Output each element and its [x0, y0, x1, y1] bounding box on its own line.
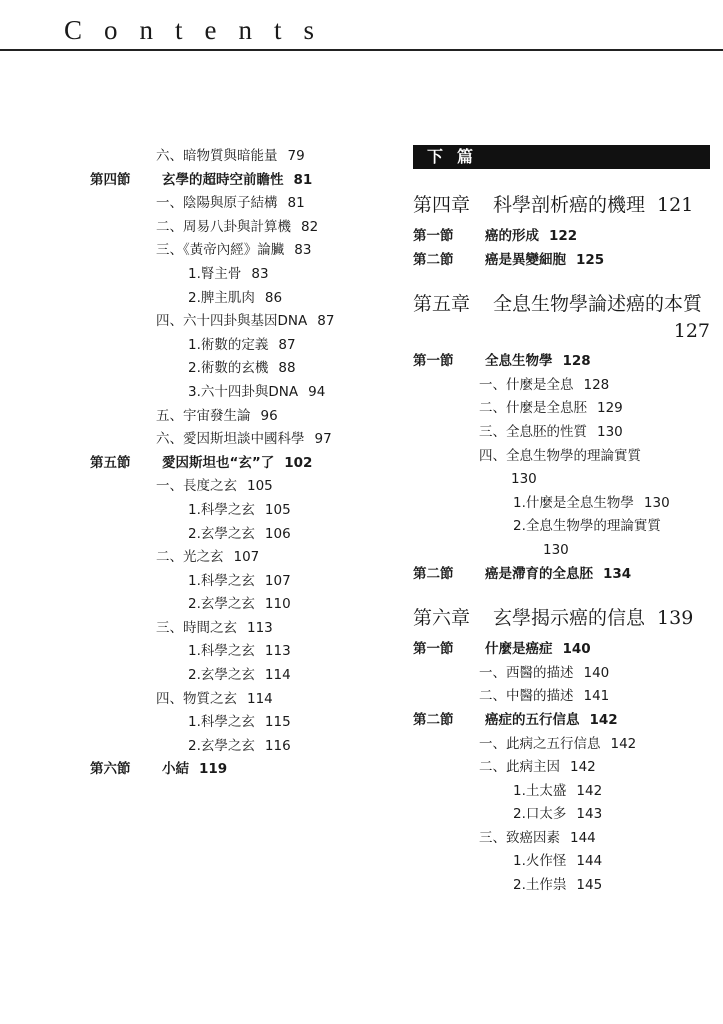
entry-title: 1.土太盛 — [513, 782, 567, 799]
toc-section-5[interactable] — [90, 452, 390, 476]
page-number: 88 — [278, 360, 296, 377]
page-number: 144 — [570, 829, 596, 846]
toc-entry[interactable] — [90, 192, 390, 216]
toc-entry[interactable] — [413, 445, 710, 469]
page-number: 130 — [597, 423, 623, 440]
page-number: 121 — [657, 194, 694, 216]
section-label: 第一節 — [413, 353, 454, 370]
page-number: 145 — [576, 877, 603, 894]
entry-title: 1.腎主骨 — [188, 265, 242, 282]
page-number: 141 — [583, 688, 610, 705]
page-number: 134 — [603, 565, 632, 582]
toc-section[interactable] — [413, 638, 710, 662]
toc-entry[interactable] — [413, 662, 710, 686]
toc-subentry[interactable] — [90, 357, 390, 381]
toc-subentry[interactable] — [90, 334, 390, 358]
page-number: 140 — [583, 664, 610, 681]
page-number: 142 — [570, 759, 596, 776]
page-number: 107 — [233, 549, 260, 566]
toc-subentry[interactable] — [90, 735, 390, 759]
part-heading: 下篇 — [413, 145, 710, 169]
page-number: 142 — [589, 711, 618, 728]
toc-subentry[interactable] — [413, 515, 710, 539]
page-number: 142 — [576, 782, 603, 799]
toc-chapter-4[interactable] — [413, 191, 710, 219]
toc-entry[interactable] — [413, 827, 710, 851]
page-number: 97 — [314, 431, 332, 448]
page-number: 87 — [317, 313, 335, 330]
entry-title: 二、中醫的描述 — [479, 688, 574, 705]
page-number: 125 — [576, 251, 605, 268]
entry-title: 一、什麼是全息 — [479, 376, 574, 393]
entry-title: 一、長度之玄 — [156, 478, 237, 495]
page-number: 116 — [264, 737, 291, 754]
entry-title: 一、此病之五行信息 — [479, 735, 601, 752]
toc-entry[interactable] — [413, 421, 710, 445]
entry-title: 1.什麼是全息生物學 — [513, 494, 634, 511]
page-number: 82 — [301, 218, 319, 235]
page-number: 139 — [657, 607, 694, 630]
page-number: 142 — [610, 735, 637, 752]
entry-title: 三、《黃帝內經》論臟 — [156, 242, 285, 259]
section-title: 癌是異變細胞 — [485, 251, 566, 268]
toc-entry[interactable] — [413, 397, 710, 421]
toc-subentry[interactable] — [90, 640, 390, 664]
page-number: 114 — [264, 667, 291, 684]
section-title: 愛因斯坦也“玄”了 — [162, 454, 275, 471]
entry-title: 2.土作祟 — [513, 877, 567, 894]
entry-title: 2.玄學之玄 — [188, 596, 255, 613]
chapter-label: 第六章 — [413, 607, 471, 630]
entry-title: 四、全息生物學的理論實質 — [479, 447, 641, 464]
section-label: 第一節 — [413, 641, 454, 658]
section-title: 癌是滯育的全息胚 — [485, 565, 593, 582]
entry-title: 二、周易八卦與計算機 — [156, 218, 291, 235]
entry-title: 1.科學之玄 — [188, 572, 255, 589]
toc-subentry[interactable] — [413, 850, 710, 874]
entry-title: 三、致癌因素 — [479, 829, 560, 846]
page-number: 114 — [247, 690, 273, 707]
toc-subentry[interactable] — [413, 874, 710, 898]
toc-chapter-6[interactable] — [413, 604, 710, 632]
page-number: 81 — [287, 195, 305, 212]
page-number: 128 — [583, 376, 610, 393]
section-label: 第二節 — [413, 711, 454, 728]
chapter-title: 玄學揭示癌的信息 — [493, 607, 646, 630]
toc-subentry[interactable] — [90, 523, 390, 547]
page-number: 106 — [264, 525, 291, 542]
entry-title: 三、時間之玄 — [156, 619, 237, 636]
entry-title: 三、全息胚的性質 — [479, 423, 587, 440]
toc-section-4[interactable] — [90, 169, 390, 193]
toc-entry[interactable] — [90, 475, 390, 499]
toc-section[interactable] — [413, 563, 710, 587]
page-number: 143 — [576, 806, 603, 823]
page-number: 140 — [562, 641, 591, 658]
page-number: 130 — [643, 494, 670, 511]
page-number: 83 — [294, 242, 312, 259]
toc-entry[interactable] — [90, 239, 390, 263]
toc-entry[interactable] — [413, 685, 710, 709]
page-number: 105 — [247, 478, 273, 495]
chapter-page-number: 127 — [673, 320, 710, 343]
entry-title: 2.脾主肌肉 — [188, 289, 255, 306]
entry-title: 1.科學之玄 — [188, 714, 255, 731]
page-number: 102 — [284, 454, 313, 471]
page-number: 144 — [576, 853, 603, 870]
chapter-label: 第五章 — [413, 293, 471, 316]
entry-title: 四、物質之玄 — [156, 690, 237, 707]
toc-subentry[interactable] — [413, 492, 710, 516]
entry-title: 六、暗物質與暗能量 — [156, 148, 278, 164]
page-number: 119 — [199, 761, 228, 778]
page-number: 107 — [264, 572, 291, 589]
toc-section[interactable] — [413, 225, 710, 249]
entry-title: 2.玄學之玄 — [188, 737, 255, 754]
entry-title: 一、西醫的描述 — [479, 664, 574, 681]
toc-subentry[interactable] — [90, 664, 390, 688]
entry-title: 2.全息生物學的理論實質 — [513, 518, 661, 535]
section-title: 玄學的超時空前瞻性 — [162, 171, 284, 188]
entry-title: 二、什麼是全息胚 — [479, 400, 587, 417]
page-number: 130 — [511, 471, 537, 488]
page-number: 113 — [247, 619, 273, 636]
page-number: 128 — [562, 353, 591, 370]
section-title: 癌症的五行信息 — [485, 711, 580, 728]
entry-title: 五、宇宙發生論 — [156, 407, 251, 424]
toc-entry[interactable] — [90, 688, 390, 712]
page-number: 83 — [251, 265, 269, 282]
toc-right-column — [413, 145, 710, 898]
toc-entry[interactable] — [90, 310, 390, 334]
page-number: 113 — [264, 643, 291, 660]
page-number: 129 — [597, 400, 623, 417]
toc-left-column — [90, 145, 390, 782]
section-title: 癌的形成 — [485, 228, 539, 244]
page-number: 105 — [264, 501, 291, 518]
section-label: 第五節 — [90, 454, 131, 471]
section-label: 第六節 — [90, 761, 131, 778]
toc-entry[interactable] — [413, 756, 710, 780]
entry-title: 一、陰陽與原子結構 — [156, 195, 278, 212]
entry-title: 2.術數的玄機 — [188, 360, 269, 377]
toc-section[interactable] — [413, 709, 710, 733]
section-label: 第一節 — [413, 228, 454, 244]
toc-entry[interactable] — [413, 733, 710, 757]
section-label: 第四節 — [90, 171, 131, 188]
section-title: 什麼是癌症 — [485, 641, 553, 658]
toc-subentry[interactable] — [90, 381, 390, 405]
entry-title: 1.術數的定義 — [188, 336, 269, 353]
toc-entry[interactable] — [90, 216, 390, 240]
entry-title: 四、六十四卦與基因DNA — [156, 313, 308, 330]
section-title: 全息生物學 — [485, 353, 553, 370]
toc-subentry[interactable] — [90, 711, 390, 735]
entry-title: 六、愛因斯坦談中國科學 — [156, 431, 305, 448]
toc-subentry[interactable] — [90, 570, 390, 594]
entry-title: 2.玄學之玄 — [188, 525, 255, 542]
page-number: 94 — [308, 383, 326, 400]
page-number: 79 — [287, 148, 305, 164]
toc-entry[interactable] — [90, 428, 390, 452]
toc-section[interactable] — [413, 350, 710, 374]
toc-subentry[interactable] — [90, 593, 390, 617]
page-number: 122 — [549, 228, 578, 244]
entry-title: 1.科學之玄 — [188, 501, 255, 518]
toc-subentry[interactable] — [413, 803, 710, 827]
toc-subentry[interactable] — [90, 263, 390, 287]
entry-title: 2.口太多 — [513, 806, 567, 823]
toc-entry[interactable] — [90, 405, 390, 429]
entry-title: 3.六十四卦與DNA — [188, 383, 299, 400]
entry-title: 2.玄學之玄 — [188, 667, 255, 684]
page-number: 115 — [264, 714, 291, 731]
section-title: 小結 — [162, 761, 189, 778]
page-number: 110 — [264, 596, 291, 613]
page-number: 86 — [264, 289, 283, 306]
section-label: 第二節 — [413, 251, 454, 268]
chapter-title: 科學剖析癌的機理 — [493, 194, 646, 216]
toc-entry[interactable] — [413, 374, 710, 398]
entry-title: 二、光之玄 — [156, 549, 224, 566]
toc-subentry[interactable] — [413, 780, 710, 804]
section-label: 第二節 — [413, 565, 454, 582]
entry-title: 1.科學之玄 — [188, 643, 255, 660]
toc-entry[interactable] — [90, 145, 390, 169]
chapter-label: 第四章 — [413, 194, 471, 216]
toc-section-6[interactable] — [90, 758, 390, 782]
toc-subentry[interactable] — [90, 499, 390, 523]
page-number: 130 — [543, 541, 569, 558]
page-title: Contents — [64, 15, 337, 45]
page-number: 87 — [278, 336, 296, 353]
entry-title: 1.火作怪 — [513, 853, 567, 870]
entry-title: 二、此病主因 — [479, 759, 560, 776]
toc-entry[interactable] — [90, 617, 390, 641]
header-rule — [0, 49, 723, 51]
toc-section[interactable] — [413, 249, 710, 273]
toc-subentry[interactable] — [90, 287, 390, 311]
toc-chapter-5[interactable] — [413, 290, 710, 318]
chapter-title: 全息生物學論述癌的本質 — [493, 293, 703, 316]
toc-entry[interactable] — [90, 546, 390, 570]
page-number: 96 — [260, 407, 278, 424]
page-number: 81 — [293, 171, 313, 188]
